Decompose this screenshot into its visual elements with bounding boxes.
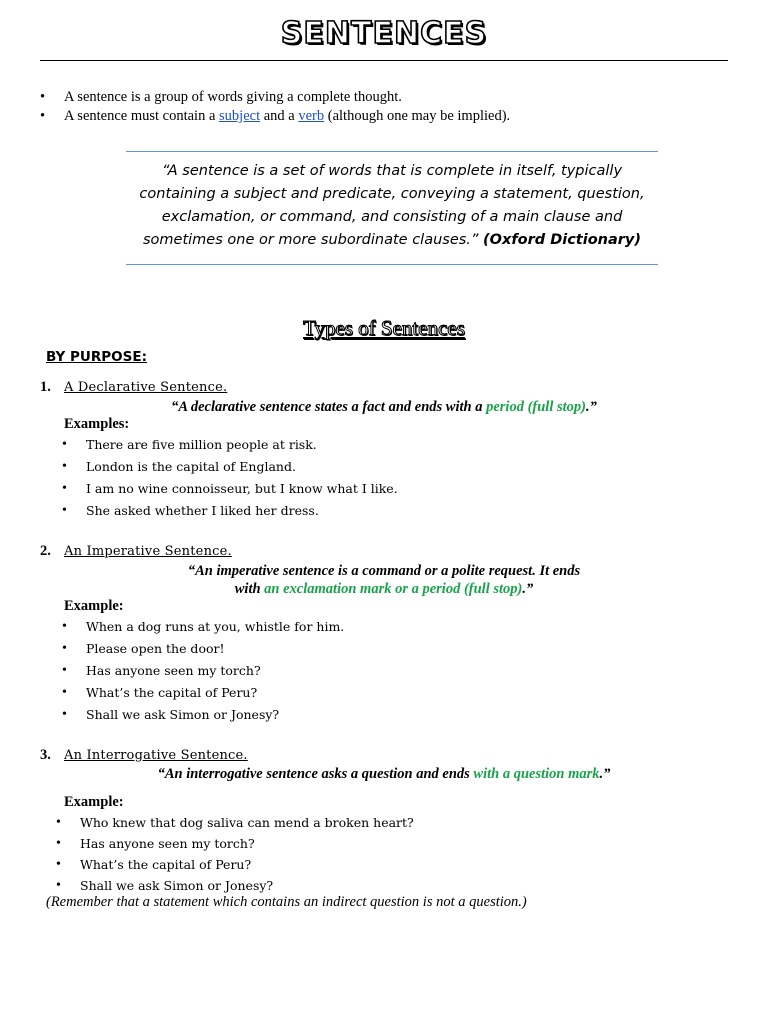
example-item: • I am no wine connoisseur, but I know what I like.	[60, 478, 398, 500]
indirect-question-note: (Remember that a statement which contains an indirect question is not a question.)	[46, 894, 527, 910]
definition-highlight: an exclamation mark or a period (full stop)	[264, 581, 523, 597]
subject-link[interactable]: subject	[219, 108, 261, 124]
declarative-examples	[60, 434, 398, 522]
quote-bottom-rule	[126, 264, 658, 265]
examples-label: Examples:	[64, 416, 130, 432]
example-item: • There are five million people at risk.	[60, 434, 398, 456]
example-item: • Who knew that dog saliva can mend a broken heart?	[54, 812, 414, 833]
definition-text: .”	[522, 581, 534, 597]
quote-text: “A sentence is a set of words that is complete in itself, typically containing a subject and predicate, conveying a statement, question, exclamation, or command, and consisting of a main clause and sometimes one or more subordinate clauses.”	[139, 163, 645, 248]
example-item: • When a dog runs at you, whistle for him.	[60, 616, 344, 638]
interrogative-examples	[54, 812, 414, 896]
section-number: 2.	[40, 543, 51, 559]
dictionary-quote	[126, 160, 658, 252]
example-item: • Please open the door!	[60, 638, 344, 660]
quote-source: (Oxford Dictionary)	[483, 232, 642, 248]
definition-text: “A declarative sentence states a fact and ends with a	[171, 399, 487, 415]
title-divider	[40, 60, 728, 61]
definition-highlight: with a question mark	[473, 766, 600, 782]
definition-text: “An imperative sentence is a command or a polite request. It ends	[187, 563, 581, 579]
intro-text: A sentence must contain a	[64, 108, 220, 124]
definition-text: “An interrogative sentence asks a question and ends	[157, 766, 474, 782]
section-name: An Imperative Sentence.	[64, 544, 232, 559]
intro-item	[38, 88, 718, 107]
page-title: SENTENCES	[280, 16, 488, 51]
imperative-examples	[60, 616, 344, 726]
examples-label: Example:	[64, 794, 124, 810]
quote-top-rule	[126, 151, 658, 152]
definition-text: .”	[599, 766, 611, 782]
section-imperative-title	[40, 543, 232, 560]
section-imperative-definition	[0, 562, 768, 598]
types-heading: Types of Sentences	[303, 316, 465, 340]
intro-item	[38, 107, 718, 126]
example-item: • Has anyone seen my torch?	[54, 833, 414, 854]
definition-text: with	[234, 581, 265, 597]
section-name: A Declarative Sentence.	[64, 380, 228, 395]
example-item: • She asked whether I liked her dress.	[60, 500, 398, 522]
example-item: • Shall we ask Simon or Jonesy?	[54, 875, 414, 896]
section-declarative-title	[40, 379, 227, 396]
section-declarative-definition	[0, 398, 768, 416]
intro-list	[38, 88, 718, 126]
intro-text: A sentence is a group of words giving a complete thought.	[64, 89, 402, 105]
definition-highlight: period (full stop)	[486, 399, 586, 415]
definition-text: .”	[585, 399, 597, 415]
section-number: 3.	[40, 747, 51, 763]
example-item: • London is the capital of England.	[60, 456, 398, 478]
example-item: • Has anyone seen my torch?	[60, 660, 344, 682]
example-item: • What’s the capital of Peru?	[60, 682, 344, 704]
section-interrogative-title	[40, 747, 248, 764]
verb-link[interactable]: verb	[298, 108, 325, 124]
examples-label: Example:	[64, 598, 124, 614]
intro-text: (although one may be implied).	[324, 108, 511, 124]
example-item: • What’s the capital of Peru?	[54, 854, 414, 875]
section-name: An Interrogative Sentence.	[64, 748, 248, 763]
section-number: 1.	[40, 379, 51, 395]
section-interrogative-definition	[0, 765, 768, 783]
by-purpose-heading: BY PURPOSE:	[46, 349, 147, 365]
intro-text: and a	[260, 108, 299, 124]
example-item: • Shall we ask Simon or Jonesy?	[60, 704, 344, 726]
